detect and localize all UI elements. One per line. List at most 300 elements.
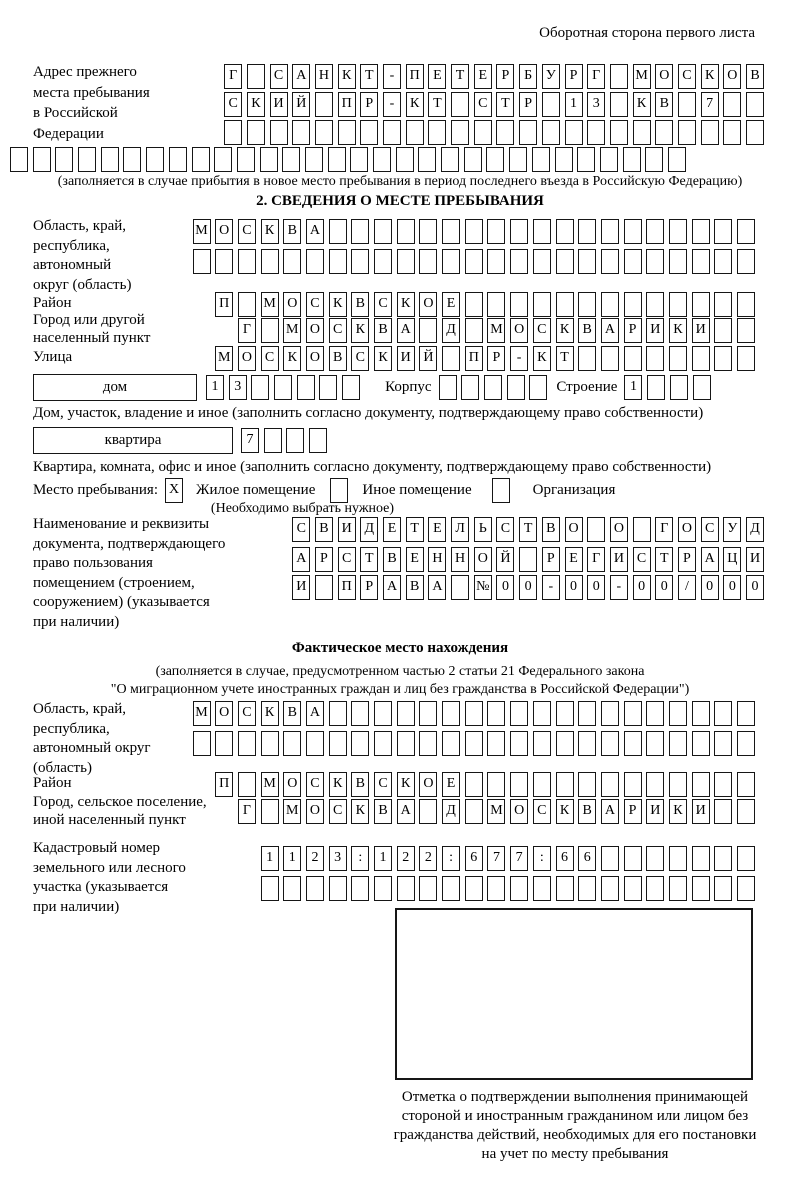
char-cell[interactable] <box>624 292 642 317</box>
char-cell[interactable]: И <box>270 92 288 117</box>
char-cell[interactable] <box>714 876 732 901</box>
char-cell[interactable] <box>351 219 369 244</box>
char-cell[interactable] <box>746 120 764 145</box>
char-cell[interactable] <box>373 147 391 172</box>
char-cell[interactable]: К <box>556 318 574 343</box>
char-cell[interactable]: 3 <box>329 846 347 871</box>
char-cell[interactable]: М <box>261 292 279 317</box>
char-cell[interactable] <box>578 249 596 274</box>
char-cell[interactable]: С <box>374 772 392 797</box>
char-cell[interactable] <box>123 147 141 172</box>
char-cell[interactable] <box>428 120 446 145</box>
char-cell[interactable] <box>737 731 755 756</box>
char-cell[interactable] <box>533 219 551 244</box>
char-cell[interactable] <box>692 219 710 244</box>
char-cell[interactable]: С <box>338 547 356 572</box>
char-cell[interactable] <box>193 731 211 756</box>
char-cell[interactable] <box>247 120 265 145</box>
char-cell[interactable] <box>556 731 574 756</box>
char-cell[interactable]: Г <box>587 547 605 572</box>
char-cell[interactable] <box>328 147 346 172</box>
char-cell[interactable] <box>737 701 755 726</box>
char-cell[interactable] <box>692 346 710 371</box>
char-cell[interactable] <box>601 876 619 901</box>
char-cell[interactable]: К <box>351 799 369 824</box>
char-cell[interactable]: А <box>292 547 310 572</box>
char-cell[interactable]: О <box>723 64 741 89</box>
checkbox-organization[interactable] <box>492 478 510 503</box>
char-cell[interactable] <box>510 731 528 756</box>
char-cell[interactable]: В <box>374 318 392 343</box>
char-cell[interactable]: Н <box>428 547 446 572</box>
char-cell[interactable]: О <box>510 799 528 824</box>
char-cell[interactable] <box>319 375 337 400</box>
char-cell[interactable] <box>556 772 574 797</box>
char-cell[interactable]: П <box>215 292 233 317</box>
char-cell[interactable] <box>578 292 596 317</box>
char-cell[interactable] <box>624 772 642 797</box>
char-cell[interactable] <box>397 249 415 274</box>
char-cell[interactable]: Р <box>360 575 378 600</box>
char-cell[interactable]: К <box>406 92 424 117</box>
char-cell[interactable] <box>601 249 619 274</box>
char-cell[interactable] <box>601 292 619 317</box>
char-cell[interactable] <box>315 120 333 145</box>
char-cell[interactable]: В <box>351 772 369 797</box>
char-cell[interactable] <box>678 120 696 145</box>
char-cell[interactable]: О <box>238 346 256 371</box>
char-cell[interactable] <box>464 147 482 172</box>
char-cell[interactable] <box>600 147 618 172</box>
char-cell[interactable]: С <box>329 318 347 343</box>
char-cell[interactable]: 7 <box>701 92 719 117</box>
char-cell[interactable] <box>678 92 696 117</box>
char-cell[interactable]: 0 <box>746 575 764 600</box>
char-cell[interactable]: Ь <box>474 517 492 542</box>
char-cell[interactable]: Г <box>238 799 256 824</box>
char-cell[interactable] <box>397 876 415 901</box>
char-cell[interactable] <box>578 219 596 244</box>
char-cell[interactable] <box>465 701 483 726</box>
char-cell[interactable] <box>286 428 304 453</box>
char-cell[interactable] <box>701 120 719 145</box>
char-cell[interactable]: Б <box>519 64 537 89</box>
char-cell[interactable]: С <box>292 517 310 542</box>
char-cell[interactable] <box>238 249 256 274</box>
char-cell[interactable] <box>247 64 265 89</box>
char-cell[interactable]: У <box>723 517 741 542</box>
char-cell[interactable]: С <box>306 292 324 317</box>
char-cell[interactable]: К <box>338 64 356 89</box>
char-cell[interactable]: С <box>496 517 514 542</box>
char-cell[interactable] <box>542 92 560 117</box>
char-cell[interactable]: В <box>578 799 596 824</box>
char-cell[interactable] <box>556 292 574 317</box>
char-cell[interactable]: : <box>351 846 369 871</box>
char-cell[interactable]: : <box>442 846 460 871</box>
char-cell[interactable]: О <box>474 547 492 572</box>
char-cell[interactable] <box>510 772 528 797</box>
char-cell[interactable] <box>578 772 596 797</box>
char-cell[interactable] <box>264 428 282 453</box>
char-cell[interactable] <box>193 249 211 274</box>
char-cell[interactable]: А <box>601 799 619 824</box>
char-cell[interactable] <box>419 799 437 824</box>
char-cell[interactable]: Е <box>565 547 583 572</box>
char-cell[interactable]: Д <box>746 517 764 542</box>
char-cell[interactable] <box>510 292 528 317</box>
char-cell[interactable]: Г <box>587 64 605 89</box>
char-cell[interactable] <box>406 120 424 145</box>
char-cell[interactable] <box>692 701 710 726</box>
char-cell[interactable]: О <box>215 701 233 726</box>
char-cell[interactable] <box>496 120 514 145</box>
char-cell[interactable] <box>714 799 732 824</box>
char-cell[interactable] <box>238 292 256 317</box>
char-cell[interactable] <box>624 346 642 371</box>
char-cell[interactable] <box>251 375 269 400</box>
char-cell[interactable] <box>692 731 710 756</box>
char-cell[interactable] <box>670 375 688 400</box>
char-cell[interactable] <box>442 701 460 726</box>
char-cell[interactable]: Е <box>383 517 401 542</box>
char-cell[interactable] <box>737 318 755 343</box>
char-cell[interactable]: Е <box>474 64 492 89</box>
char-cell[interactable]: 2 <box>397 846 415 871</box>
char-cell[interactable]: Г <box>238 318 256 343</box>
char-cell[interactable]: 0 <box>655 575 673 600</box>
char-cell[interactable]: 1 <box>206 375 224 400</box>
char-cell[interactable]: Т <box>451 64 469 89</box>
char-cell[interactable] <box>465 876 483 901</box>
char-cell[interactable] <box>283 731 301 756</box>
char-cell[interactable] <box>669 701 687 726</box>
char-cell[interactable] <box>442 876 460 901</box>
char-cell[interactable] <box>238 731 256 756</box>
char-cell[interactable]: 0 <box>519 575 537 600</box>
char-cell[interactable] <box>465 772 483 797</box>
char-cell[interactable]: Р <box>487 346 505 371</box>
char-cell[interactable] <box>714 846 732 871</box>
char-cell[interactable]: Г <box>224 64 242 89</box>
char-cell[interactable] <box>101 147 119 172</box>
char-cell[interactable]: К <box>247 92 265 117</box>
char-cell[interactable] <box>669 731 687 756</box>
char-cell[interactable]: 0 <box>633 575 651 600</box>
char-cell[interactable]: И <box>746 547 764 572</box>
char-cell[interactable] <box>714 249 732 274</box>
char-cell[interactable] <box>601 346 619 371</box>
char-cell[interactable] <box>305 147 323 172</box>
char-cell[interactable]: А <box>397 799 415 824</box>
char-cell[interactable] <box>624 701 642 726</box>
char-cell[interactable]: Г <box>655 517 673 542</box>
char-cell[interactable]: С <box>270 64 288 89</box>
char-cell[interactable]: В <box>746 64 764 89</box>
char-cell[interactable]: О <box>306 799 324 824</box>
char-cell[interactable] <box>601 772 619 797</box>
char-cell[interactable]: Й <box>419 346 437 371</box>
char-cell[interactable] <box>260 147 278 172</box>
char-cell[interactable] <box>533 876 551 901</box>
char-cell[interactable] <box>329 731 347 756</box>
char-cell[interactable] <box>419 876 437 901</box>
char-cell[interactable] <box>692 772 710 797</box>
char-cell[interactable]: - <box>542 575 560 600</box>
char-cell[interactable]: Т <box>360 64 378 89</box>
char-cell[interactable] <box>542 120 560 145</box>
char-cell[interactable] <box>261 249 279 274</box>
char-cell[interactable]: 0 <box>496 575 514 600</box>
char-cell[interactable]: О <box>655 64 673 89</box>
char-cell[interactable] <box>451 575 469 600</box>
char-cell[interactable]: А <box>383 575 401 600</box>
char-cell[interactable] <box>10 147 28 172</box>
char-cell[interactable] <box>714 292 732 317</box>
char-cell[interactable] <box>419 731 437 756</box>
char-cell[interactable] <box>646 249 664 274</box>
char-cell[interactable] <box>419 318 437 343</box>
char-cell[interactable] <box>533 292 551 317</box>
char-cell[interactable]: В <box>406 575 424 600</box>
char-cell[interactable] <box>533 249 551 274</box>
char-cell[interactable] <box>418 147 436 172</box>
char-cell[interactable]: Т <box>556 346 574 371</box>
char-cell[interactable] <box>261 799 279 824</box>
char-cell[interactable]: Д <box>442 799 460 824</box>
char-cell[interactable]: М <box>193 219 211 244</box>
char-cell[interactable]: К <box>374 346 392 371</box>
char-cell[interactable] <box>374 731 392 756</box>
char-cell[interactable] <box>692 249 710 274</box>
char-cell[interactable]: Т <box>496 92 514 117</box>
char-cell[interactable]: Л <box>451 517 469 542</box>
char-cell[interactable]: 6 <box>465 846 483 871</box>
char-cell[interactable]: А <box>701 547 719 572</box>
char-cell[interactable]: В <box>283 701 301 726</box>
char-cell[interactable]: : <box>533 846 551 871</box>
char-cell[interactable]: К <box>261 701 279 726</box>
char-cell[interactable] <box>283 876 301 901</box>
char-cell[interactable] <box>633 517 651 542</box>
char-cell[interactable] <box>556 876 574 901</box>
char-cell[interactable] <box>714 346 732 371</box>
char-cell[interactable]: И <box>397 346 415 371</box>
char-cell[interactable] <box>350 147 368 172</box>
char-cell[interactable] <box>507 375 525 400</box>
char-cell[interactable]: О <box>215 219 233 244</box>
char-cell[interactable]: 3 <box>587 92 605 117</box>
char-cell[interactable]: С <box>238 219 256 244</box>
char-cell[interactable] <box>465 219 483 244</box>
char-cell[interactable] <box>578 346 596 371</box>
char-cell[interactable]: / <box>678 575 696 600</box>
char-cell[interactable] <box>441 147 459 172</box>
char-cell[interactable]: С <box>678 64 696 89</box>
char-cell[interactable] <box>510 876 528 901</box>
char-cell[interactable]: И <box>646 799 664 824</box>
char-cell[interactable]: П <box>465 346 483 371</box>
char-cell[interactable]: К <box>533 346 551 371</box>
char-cell[interactable]: О <box>283 772 301 797</box>
char-cell[interactable]: М <box>261 772 279 797</box>
char-cell[interactable] <box>723 120 741 145</box>
char-cell[interactable] <box>487 876 505 901</box>
char-cell[interactable]: В <box>374 799 392 824</box>
char-cell[interactable] <box>329 701 347 726</box>
char-cell[interactable] <box>556 219 574 244</box>
char-cell[interactable] <box>192 147 210 172</box>
char-cell[interactable]: Р <box>519 92 537 117</box>
char-cell[interactable] <box>474 120 492 145</box>
char-cell[interactable]: К <box>669 318 687 343</box>
char-cell[interactable]: Й <box>496 547 514 572</box>
char-cell[interactable] <box>338 120 356 145</box>
char-cell[interactable]: Ц <box>723 547 741 572</box>
char-cell[interactable]: М <box>193 701 211 726</box>
char-cell[interactable] <box>351 876 369 901</box>
char-cell[interactable]: 2 <box>419 846 437 871</box>
char-cell[interactable] <box>146 147 164 172</box>
char-cell[interactable] <box>693 375 711 400</box>
char-cell[interactable] <box>587 120 605 145</box>
char-cell[interactable]: Р <box>624 799 642 824</box>
char-cell[interactable] <box>646 876 664 901</box>
char-cell[interactable] <box>601 219 619 244</box>
char-cell[interactable] <box>669 846 687 871</box>
char-cell[interactable] <box>624 876 642 901</box>
char-cell[interactable]: И <box>692 318 710 343</box>
char-cell[interactable]: 0 <box>701 575 719 600</box>
char-cell[interactable] <box>723 92 741 117</box>
char-cell[interactable] <box>646 292 664 317</box>
char-cell[interactable] <box>396 147 414 172</box>
char-cell[interactable]: 1 <box>374 846 392 871</box>
char-cell[interactable]: Й <box>292 92 310 117</box>
char-cell[interactable]: А <box>306 219 324 244</box>
char-cell[interactable]: Е <box>442 292 460 317</box>
char-cell[interactable] <box>169 147 187 172</box>
char-cell[interactable]: О <box>419 772 437 797</box>
char-cell[interactable]: № <box>474 575 492 600</box>
char-cell[interactable] <box>214 147 232 172</box>
char-cell[interactable]: В <box>542 517 560 542</box>
char-cell[interactable]: А <box>292 64 310 89</box>
char-cell[interactable]: И <box>692 799 710 824</box>
char-cell[interactable]: О <box>610 517 628 542</box>
char-cell[interactable] <box>633 120 651 145</box>
char-cell[interactable]: Т <box>406 517 424 542</box>
char-cell[interactable] <box>419 219 437 244</box>
char-cell[interactable] <box>510 219 528 244</box>
char-cell[interactable] <box>442 346 460 371</box>
char-cell[interactable] <box>484 375 502 400</box>
char-cell[interactable] <box>601 701 619 726</box>
char-cell[interactable] <box>746 92 764 117</box>
char-cell[interactable] <box>442 219 460 244</box>
char-cell[interactable]: К <box>329 772 347 797</box>
char-cell[interactable] <box>315 575 333 600</box>
char-cell[interactable] <box>282 147 300 172</box>
checkbox-other-premises[interactable] <box>330 478 348 503</box>
char-cell[interactable] <box>329 219 347 244</box>
char-cell[interactable]: О <box>510 318 528 343</box>
char-cell[interactable]: К <box>669 799 687 824</box>
char-cell[interactable]: В <box>283 219 301 244</box>
char-cell[interactable] <box>306 731 324 756</box>
char-cell[interactable]: С <box>224 92 242 117</box>
char-cell[interactable] <box>270 120 288 145</box>
char-cell[interactable]: Р <box>678 547 696 572</box>
char-cell[interactable] <box>283 249 301 274</box>
char-cell[interactable] <box>487 772 505 797</box>
char-cell[interactable]: В <box>578 318 596 343</box>
char-cell[interactable] <box>442 731 460 756</box>
char-cell[interactable]: П <box>406 64 424 89</box>
char-cell[interactable] <box>487 292 505 317</box>
char-cell[interactable] <box>624 846 642 871</box>
char-cell[interactable] <box>646 701 664 726</box>
char-cell[interactable] <box>655 120 673 145</box>
char-cell[interactable] <box>714 772 732 797</box>
char-cell[interactable]: - <box>383 64 401 89</box>
char-cell[interactable] <box>439 375 457 400</box>
char-cell[interactable]: Н <box>451 547 469 572</box>
char-cell[interactable]: 3 <box>229 375 247 400</box>
char-cell[interactable]: 2 <box>306 846 324 871</box>
char-cell[interactable] <box>556 249 574 274</box>
char-cell[interactable] <box>238 772 256 797</box>
char-cell[interactable]: К <box>397 772 415 797</box>
char-cell[interactable] <box>33 147 51 172</box>
char-cell[interactable] <box>714 219 732 244</box>
char-cell[interactable] <box>737 292 755 317</box>
char-cell[interactable]: О <box>306 318 324 343</box>
char-cell[interactable]: Е <box>442 772 460 797</box>
char-cell[interactable] <box>374 219 392 244</box>
char-cell[interactable] <box>306 876 324 901</box>
char-cell[interactable] <box>465 292 483 317</box>
char-cell[interactable] <box>624 249 642 274</box>
char-cell[interactable]: Е <box>428 64 446 89</box>
char-cell[interactable]: В <box>655 92 673 117</box>
char-cell[interactable] <box>329 876 347 901</box>
char-cell[interactable]: И <box>292 575 310 600</box>
char-cell[interactable]: А <box>428 575 446 600</box>
char-cell[interactable]: Н <box>315 64 333 89</box>
char-cell[interactable]: С <box>374 292 392 317</box>
char-cell[interactable] <box>215 731 233 756</box>
char-cell[interactable] <box>555 147 573 172</box>
char-cell[interactable] <box>714 731 732 756</box>
char-cell[interactable] <box>261 731 279 756</box>
char-cell[interactable] <box>306 249 324 274</box>
char-cell[interactable] <box>397 701 415 726</box>
char-cell[interactable] <box>645 147 663 172</box>
char-cell[interactable]: Е <box>428 517 446 542</box>
char-cell[interactable] <box>669 249 687 274</box>
char-cell[interactable]: Д <box>442 318 460 343</box>
char-cell[interactable]: Р <box>565 64 583 89</box>
char-cell[interactable]: М <box>633 64 651 89</box>
char-cell[interactable]: Е <box>406 547 424 572</box>
char-cell[interactable] <box>737 799 755 824</box>
char-cell[interactable]: К <box>261 219 279 244</box>
char-cell[interactable]: С <box>306 772 324 797</box>
char-cell[interactable]: 7 <box>510 846 528 871</box>
char-cell[interactable]: П <box>338 92 356 117</box>
char-cell[interactable] <box>533 701 551 726</box>
